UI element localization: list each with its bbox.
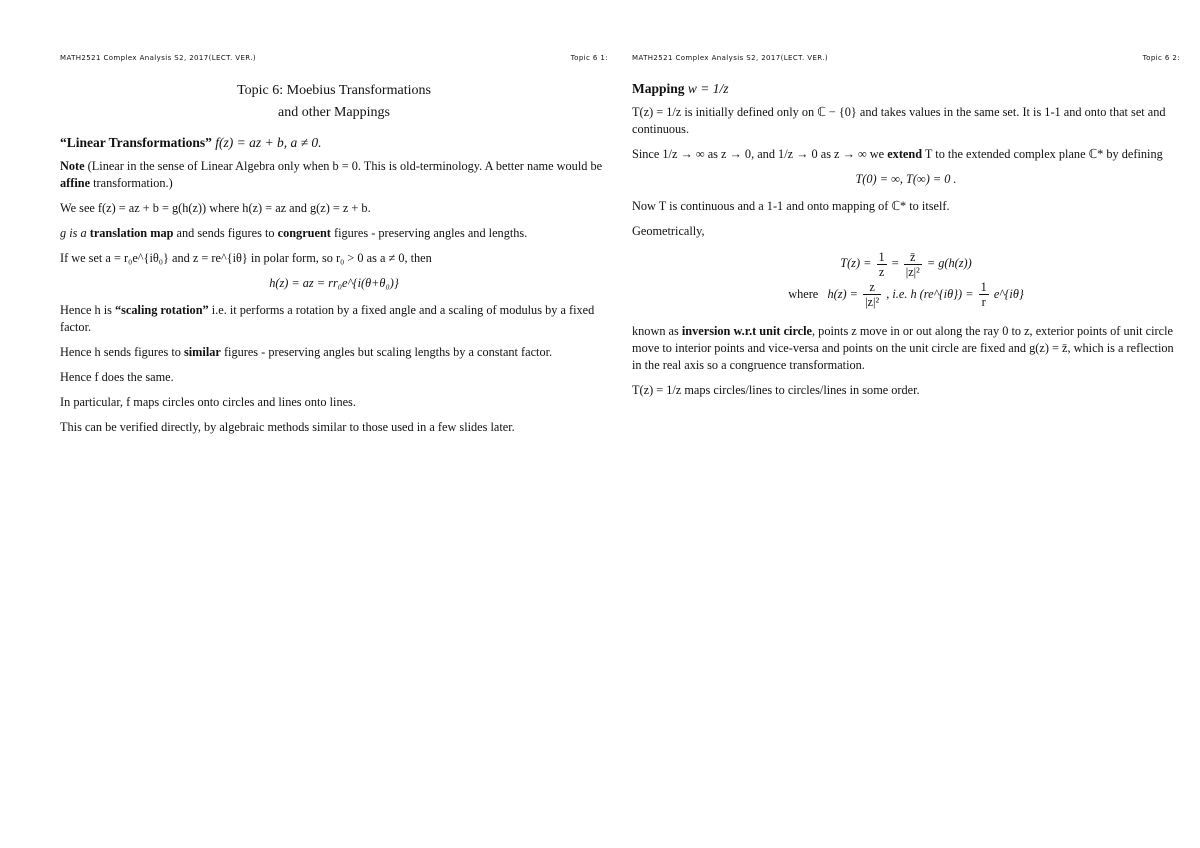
mapping-formula: w = 1/z <box>687 81 729 96</box>
translation-paragraph: g is a translation map and sends figures to congruent figures - preserving angles and lengths. <box>60 226 528 240</box>
scaling-rotation-paragraph: Hence h is “scaling rotation” i.e. it performs a rotation by a fixed angle and a scaling of modulus by a fixed factor. <box>60 303 595 334</box>
verified-paragraph: This can be verified directly, by algebraic methods similar to those used in a few slides later. <box>60 420 515 434</box>
inversion-equation-2: where h(z) = $\frac{z}{\text{|z|²}}$ , i.e. h (re^{iθ}) = $\frac{1}{r}$ e^{iθ} <box>788 280 1024 310</box>
t-defined-paragraph: T(z) = 1/z is initially defined only on ℂ − {0} and takes values in the same set. It is 1-1 and onto that set and continuous. <box>632 105 1166 136</box>
page-title <box>60 80 608 124</box>
header-page-number: Topic 6 1: <box>570 54 608 62</box>
translation-map-term: translation map <box>89 226 174 240</box>
page-header <box>60 54 608 62</box>
fraction: $\frac{z}{\text{|z|²}}$ <box>865 280 880 310</box>
congruent-term: congruent <box>277 226 331 240</box>
note-paragraph: Note (Linear in the sense of Linear Algebra only when b = 0. This is old-terminology. A better name would be affine transformation.) <box>60 159 603 190</box>
page-content <box>60 80 608 444</box>
similar-term: similar <box>183 345 221 359</box>
affine-term: affine <box>60 176 91 190</box>
extend-term: extend <box>887 147 923 161</box>
polar-paragraph: If we set a = r₀e^{iθ₀} and z = re^{iθ} in polar form, so r₀ > 0 as a ≠ 0, then <box>60 251 432 265</box>
linear-formula: f(z) = az + b, a ≠ 0. <box>215 135 322 150</box>
linear-transformations-heading <box>60 134 608 151</box>
page-content <box>632 80 1180 407</box>
header-course: MATH2521 Complex Analysis S2, 2017(LECT. VER.) <box>60 54 257 62</box>
header-page-number: Topic 6 2: <box>1142 54 1180 62</box>
inversion-term: inversion w.r.t unit circle <box>681 324 813 339</box>
t-definition-equation: T(0) = ∞, T(∞) = 0 . <box>855 172 957 186</box>
linear-label: “Linear Transformations” <box>60 135 212 150</box>
mapping-heading <box>632 80 1180 97</box>
title-line-1: Topic 6: Moebius Transformations <box>237 83 431 98</box>
mapping-label: Mapping <box>632 81 685 96</box>
geometrically-label: Geometrically, <box>632 224 705 238</box>
page-header <box>632 54 1180 62</box>
scaling-rotation-term: “scaling rotation” <box>114 303 209 317</box>
fraction: $\frac{1}{r}$ <box>980 280 987 310</box>
inversion-paragraph: known as inversion w.r.t unit circle, points z move in or out along the ray 0 to z, exterior points of unit circle move to interior points and vice-versa and points on the unit circle are fixed and g(z) = z̄, which is a reflection in the real axis so a congruence transformation. <box>632 324 1174 373</box>
now-t-paragraph: Now T is continuous and a 1-1 and onto mapping of ℂ* to itself. <box>632 199 950 213</box>
title-line-2: and other Mappings <box>278 105 390 120</box>
fraction: $\frac{z̄}{\text{|z|²}}$ <box>905 249 920 279</box>
we-see-paragraph: We see f(z) = az + b = g(h(z)) where h(z) = az and g(z) = z + b. <box>60 201 371 215</box>
fraction: $\frac{1}{z}$ <box>878 249 885 279</box>
header-course: MATH2521 Complex Analysis S2, 2017(LECT. VER.) <box>632 54 829 62</box>
inversion-equation-1: T(z) = $\frac{1}{z}$ = $\frac{z̄}{\text{|z|²}}$ = g(h(z)) <box>840 249 972 279</box>
t-maps-paragraph: T(z) = 1/z maps circles/lines to circles/lines in some order. <box>632 383 920 398</box>
note-label: Note <box>60 159 85 173</box>
in-particular-paragraph: In particular, f maps circles onto circles and lines onto lines. <box>60 395 356 409</box>
polar-equation: h(z) = az = rr₀e^{i(θ+θ₀)} <box>269 276 399 290</box>
hence-f-paragraph: Hence f does the same. <box>60 370 174 384</box>
similar-paragraph: Hence h sends figures to similar figures - preserving angles but scaling lengths by a constant factor. <box>60 345 553 359</box>
since-paragraph: Since 1/z → ∞ as z → 0, and 1/z → 0 as z → ∞ we extend T to the extended complex plane ℂ* by defining <box>632 147 1163 161</box>
